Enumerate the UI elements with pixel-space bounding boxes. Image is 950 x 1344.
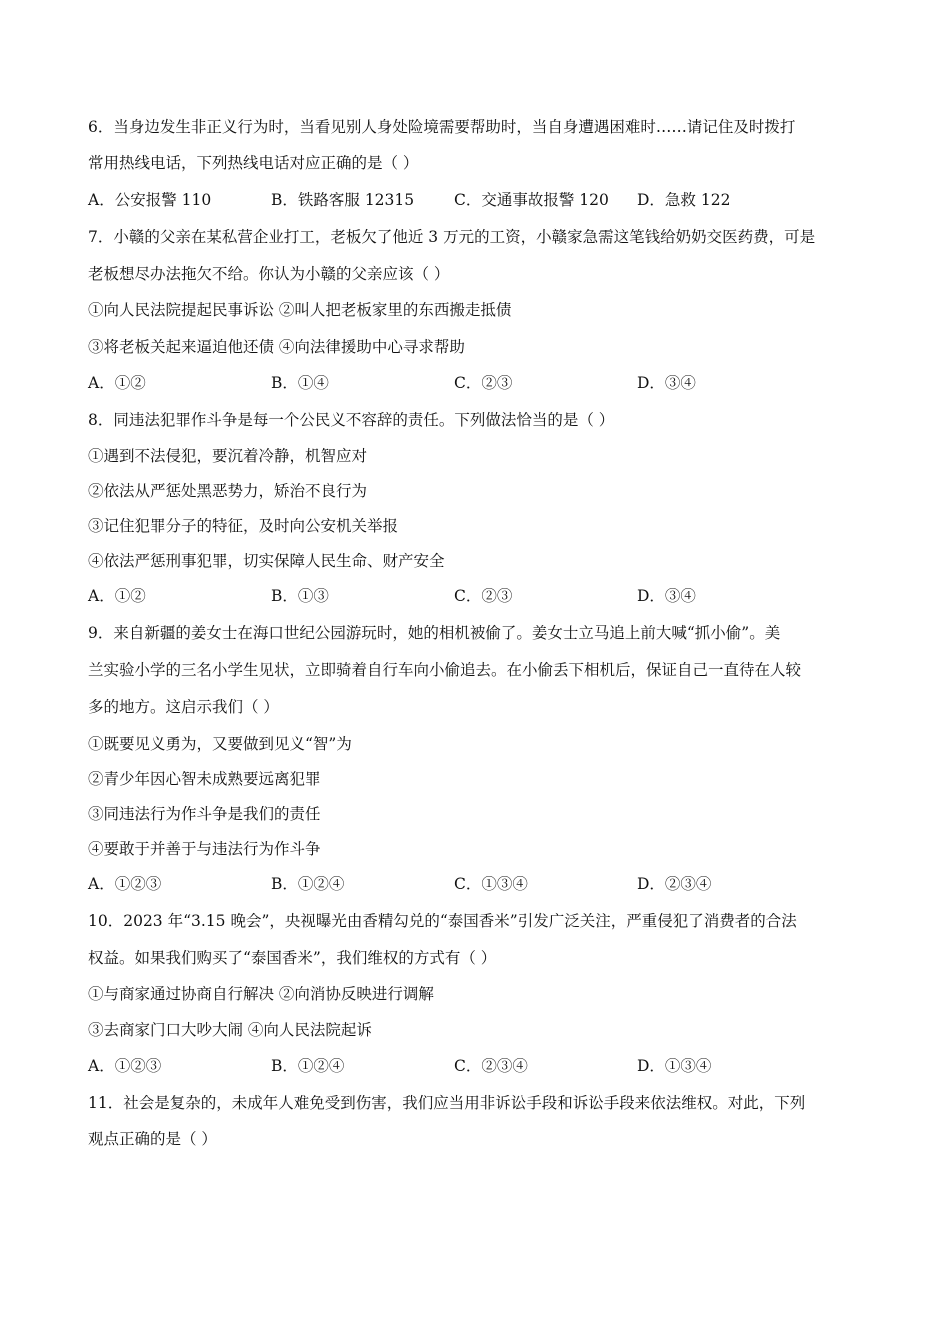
q7-option-b: B．①④ (271, 374, 329, 392)
q8-stem-line-1: 8．同违法犯罪作斗争是每一个公民义不容辞的责任。下列做法恰当的是（ ） (88, 411, 615, 429)
q8-item-2: ②依法从严惩处黑恶势力，矫治不良行为 (88, 482, 368, 500)
q9-option-b: B．①②④ (271, 875, 345, 893)
q10-option-d: D．①③④ (637, 1057, 712, 1075)
q7-option-d: D．③④ (637, 374, 696, 392)
q8-option-a: A．①② (88, 587, 146, 605)
q8-item-4: ④依法严惩刑事犯罪，切实保障人民生命、财产安全 (88, 552, 445, 570)
q6-option-a: A．公安报警 110 (88, 191, 212, 209)
q10-stem-line-2: 权益。如果我们购买了“泰国香米”，我们维权的方式有（ ） (88, 949, 497, 967)
q10-option-b: B．①②④ (271, 1057, 345, 1075)
q6-stem-line-1: 6．当身边发生非正义行为时，当看见别人身处险境需要帮助时，当自身遭遇困难时……请记住及时拨打 (88, 118, 796, 136)
q10-item-1: ①与商家通过协商自行解决 ②向消协反映进行调解 (88, 985, 434, 1003)
q10-option-c: C．②③④ (454, 1057, 528, 1075)
q9-stem-line-3: 多的地方。这启示我们（ ） (88, 698, 279, 716)
q9-item-3: ③同违法行为作斗争是我们的责任 (88, 805, 321, 823)
q9-item-2: ②青少年因心智未成熟要远离犯罪 (88, 770, 321, 788)
q9-option-c: C．①③④ (454, 875, 528, 893)
q8-option-d: D．③④ (637, 587, 696, 605)
q7-option-a: A．①② (88, 374, 146, 392)
q10-item-2: ③去商家门口大吵大闹 ④向人民法院起诉 (88, 1021, 372, 1039)
q9-stem-line-2: 兰实验小学的三名小学生见状，立即骑着自行车向小偷追去。在小偷丢下相机后，保证自己一直待在人较 (88, 661, 802, 679)
q6-option-c: C．交通事故报警 120 (454, 191, 609, 209)
q9-stem-line-1: 9．来自新疆的姜女士在海口世纪公园游玩时，她的相机被偷了。姜女士立马追上前大喊“抓小偷”。美 (88, 624, 781, 642)
q10-stem-line-1: 10．2023 年“3.15 晚会”，央视曝光由香精勾兑的“泰国香米”引发广泛关注，严重侵犯了消费者的合法 (88, 912, 797, 930)
q7-stem-line-2: 老板想尽办法拖欠不给。你认为小赣的父亲应该（ ） (88, 265, 450, 283)
q8-item-3: ③记住犯罪分子的特征，及时向公安机关举报 (88, 517, 399, 535)
q9-item-1: ①既要见义勇为，又要做到见义“智”为 (88, 735, 352, 753)
q7-stem-line-1: 7．小赣的父亲在某私营企业打工，老板欠了他近 3 万元的工资，小赣家急需这笔钱给奶奶交医药费，可是 (88, 228, 816, 246)
q6-option-d: D．急救 122 (637, 191, 731, 209)
q7-item-1: ①向人民法院提起民事诉讼 ②叫人把老板家里的东西搬走抵债 (88, 301, 512, 319)
q11-stem-line-2: 观点正确的是（ ） (88, 1130, 217, 1148)
q10-option-a: A．①②③ (88, 1057, 162, 1075)
q6-option-b: B．铁路客服 12315 (271, 191, 415, 209)
q9-item-4: ④要敢于并善于与违法行为作斗争 (88, 840, 321, 858)
q6-stem-line-2: 常用热线电话，下列热线电话对应正确的是（ ） (88, 154, 419, 172)
q9-option-a: A．①②③ (88, 875, 162, 893)
q7-option-c: C．②③ (454, 374, 513, 392)
q7-item-2: ③将老板关起来逼迫他还债 ④向法律援助中心寻求帮助 (88, 338, 465, 356)
q8-option-c: C．②③ (454, 587, 513, 605)
q8-item-1: ①遇到不法侵犯，要沉着冷静，机智应对 (88, 447, 368, 465)
q11-stem-line-1: 11．社会是复杂的，未成年人难免受到伤害，我们应当用非诉讼手段和诉讼手段来依法维权。对此，下列 (88, 1094, 806, 1112)
q8-option-b: B．①③ (271, 587, 329, 605)
q9-option-d: D．②③④ (637, 875, 712, 893)
